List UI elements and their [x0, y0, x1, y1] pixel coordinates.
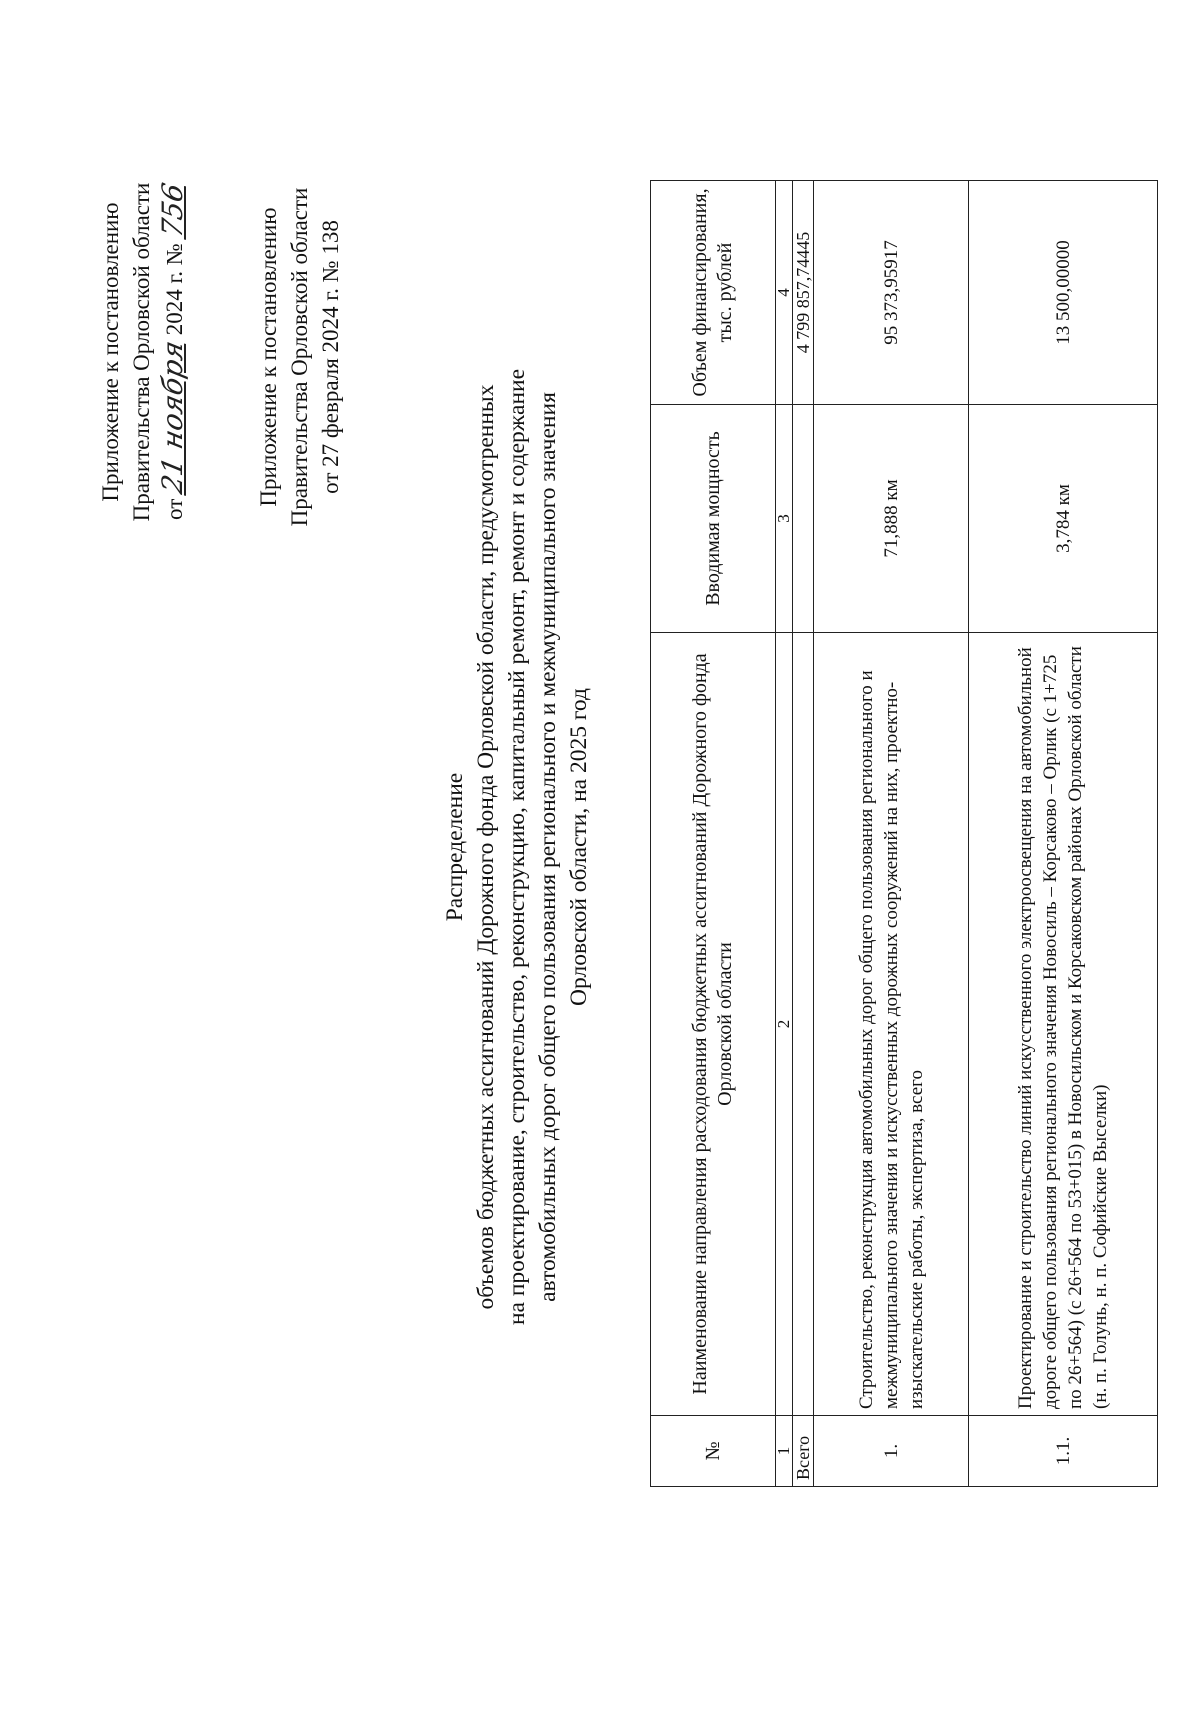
- total-row: [793, 181, 814, 1487]
- column-number-row: [776, 181, 793, 1487]
- table-row: [814, 181, 969, 1487]
- title-line1: Распределение: [442, 772, 468, 922]
- row-capacity: 71,888 км: [814, 405, 969, 633]
- appendix-header-previous: [253, 172, 346, 542]
- total-empty-capacity: [793, 405, 814, 633]
- column-number-1: 1: [776, 1416, 793, 1487]
- header-current-prefix: от: [162, 498, 187, 520]
- row-number: 1.: [814, 1416, 969, 1487]
- handwritten-number: 756: [156, 180, 189, 242]
- row-number: 1.1.: [969, 1416, 1158, 1487]
- total-empty-name: [793, 633, 814, 1416]
- row-amount: 95 373,95917: [814, 181, 969, 405]
- header-number: №: [651, 1416, 776, 1487]
- table-row: [969, 181, 1158, 1487]
- table-header-row: [651, 181, 776, 1487]
- handwritten-date: 21 ноября: [156, 337, 189, 497]
- header-previous-line2: Правительства Орловской области: [287, 187, 312, 527]
- header-current-line1: Приложение к постановлению: [98, 202, 123, 502]
- title-line3: на проектирование, строительство, реконструкцию, капитальный ремонт, ремонт и содержание: [504, 368, 530, 1326]
- header-current-line2: Правительства Орловской области: [129, 182, 154, 522]
- title-line2: объемов бюджетных ассигнований Дорожного фонда Орловской области, предусмотренных: [473, 384, 499, 1310]
- header-amount: Объем финансирования, тыс. рублей: [651, 181, 776, 405]
- column-number-4: 4: [776, 181, 793, 405]
- header-current-date-line: [157, 112, 190, 592]
- header-capacity: Вводимая мощность: [651, 405, 776, 633]
- header-previous-line3: от 27 февраля 2024 г. № 138: [318, 220, 343, 494]
- total-label: Всего: [793, 1416, 814, 1487]
- row-name: Проектирование и строительство линий искусственного электроосвещения на автомобильной дороге общего пользования регионального значения Новосиль – Корсаково – Орлик (с 1+725 по 26+564) (с 26+564 по 53+015) в Новосильском и Корсаковском районах Орловской области (н. п. Голунь, н. п. Софийские Выселки): [969, 633, 1158, 1416]
- total-amount: 4 799 857,74445: [793, 181, 814, 405]
- appendix-header-current: [95, 112, 190, 592]
- title-line4: автомобильных дорог общего пользования регионального и межмуниципального значения: [535, 392, 561, 1302]
- header-current-year: 2024 г. №: [162, 243, 187, 336]
- column-number-3: 3: [776, 405, 793, 633]
- allocation-table: [650, 180, 1158, 1487]
- title-line5: Орловской области, на 2025 год: [566, 688, 592, 1006]
- header-previous-line1: Приложение к постановлению: [256, 207, 281, 507]
- row-name: Строительство, реконструкция автомобильных дорог общего пользования регионального и межмуниципального значения и искусственных дорожных сооружений на них, проектно-изыскательские работы, экспертиза, всего: [814, 633, 969, 1416]
- column-number-2: 2: [776, 633, 793, 1416]
- document-title: [440, 182, 595, 1512]
- row-capacity: 3,784 км: [969, 405, 1158, 633]
- header-direction: Наименование направления расходования бюджетных ассигнований Дорожного фонда Орловской области: [651, 633, 776, 1416]
- row-amount: 13 500,00000: [969, 181, 1158, 405]
